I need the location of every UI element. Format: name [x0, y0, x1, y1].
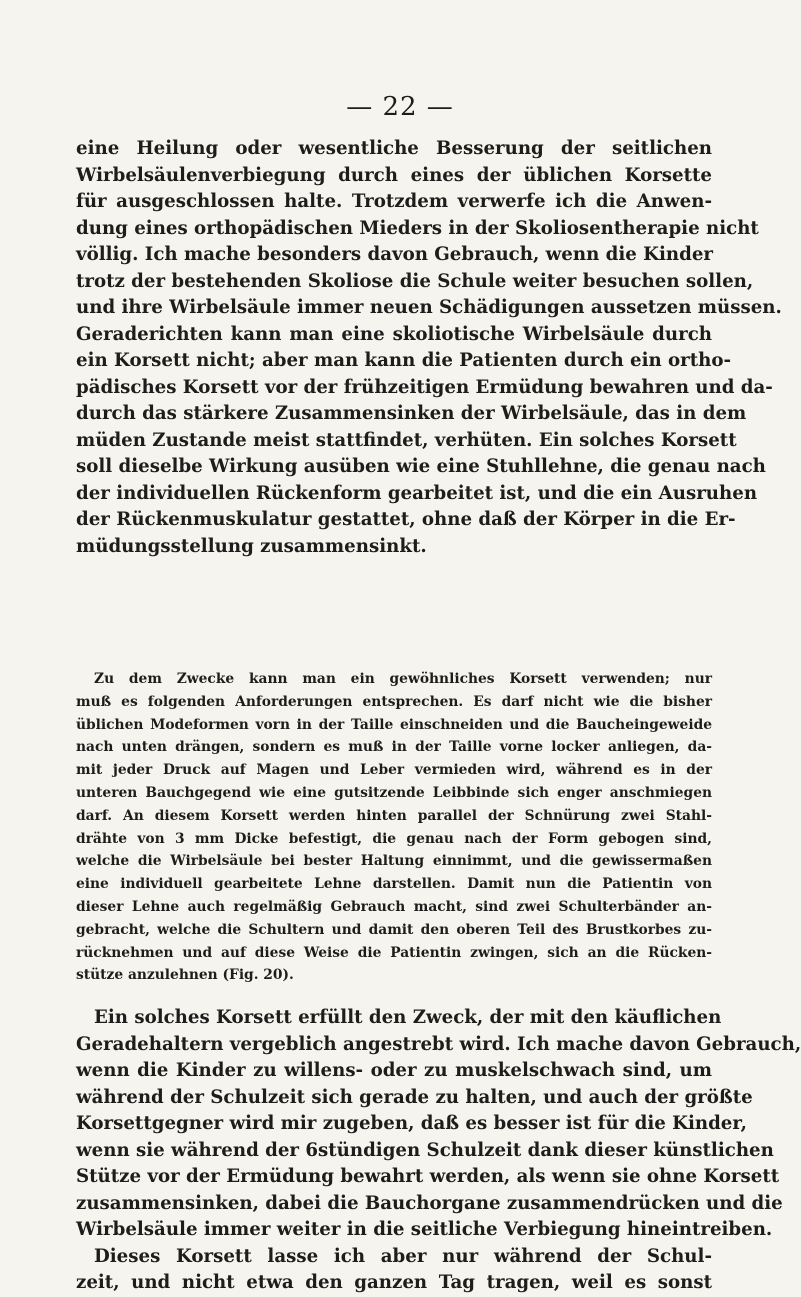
text-line: Geraderichten kann man eine skoliotische Wirbelsäule durch [76, 323, 712, 345]
text-line: nach unten drängen, sondern es muß in der Taille vorne locker anliegen, da- [76, 739, 712, 756]
text-line: durch das stärkere Zusammensinken der Wirbelsäule, das in dem [76, 403, 747, 424]
text-line: zeit, und nicht etwa den ganzen Tag tragen, weil es sonst [76, 1272, 712, 1293]
paragraph-3 [76, 1005, 801, 1297]
text-line: pädisches Korsett vor der frühzeitigen Ermüdung bewahren und da- [76, 376, 773, 398]
text-line: wenn sie während der 6stündigen Schulzeit dank dieser künstlichen [76, 1139, 774, 1161]
text-line: der individuellen Rückenform gearbeitet ist, und die ein Ausruhen [76, 482, 758, 504]
text-line: Wirbelsäulenverbiegung durch eines der üblichen Korsette [76, 164, 712, 186]
text-line: muß es folgenden Anforderungen entsprechen. Es darf nicht wie die bisher [76, 693, 712, 710]
text-line: zusammensinken, dabei die Bauchorgane zusammendrücken und die [76, 1192, 783, 1214]
text-line: müdungsstellung zusammensinkt. [76, 535, 427, 557]
text-line: wenn die Kinder zu willens- oder zu muskelschwach sind, um [76, 1060, 712, 1081]
text-line: der Rückenmuskulatur gestattet, ohne daß der Körper in die Er- [76, 509, 736, 530]
text-line: gebracht, welche die Schultern und damit den oberen Teil des Brustkorbes zu- [76, 921, 712, 938]
text-line: Geradehaltern vergeblich angestrebt wird. Ich mache davon Gebrauch, [76, 1033, 801, 1055]
text-line: dieser Lehne auch regelmäßig Gebrauch macht, sind zwei Schulterbänder an- [76, 898, 712, 915]
text-line: rücknehmen und auf diese Weise die Patientin zwingen, sich an die Rücken- [76, 944, 712, 961]
text-line: welche die Wirbelsäule bei bester Haltung einnimmt, und die gewissermaßen [76, 853, 712, 870]
text-line: Dieses Korsett lasse ich aber nur während der Schul- [94, 1245, 712, 1267]
text-line: darf. An diesem Korsett werden hinten parallel der Schnürung zwei Stahl- [76, 807, 712, 824]
text-line: soll dieselbe Wirkung ausüben wie eine Stuhllehne, die genau nach [76, 456, 766, 477]
text-line: Korsettgegner wird mir zugeben, daß es besser ist für die Kinder, [76, 1113, 747, 1134]
paragraph-1 [76, 136, 782, 560]
text-line: für ausgeschlossen halte. Trotzdem verwerfe ich die Anwen- [76, 191, 712, 212]
text-line: dung eines orthopädischen Mieders in der Skoliosentherapie nicht [76, 217, 759, 239]
text-line: üblichen Modeformen vorn in der Taille einschneiden und die Baucheingeweide [76, 716, 712, 733]
text-line: unteren Bauchgegend wie eine gutsitzende Leibbinde sich enger anschmiegen [76, 784, 712, 801]
text-line: Stütze vor der Ermüdung bewahrt werden, als wenn sie ohne Korsett [76, 1166, 780, 1187]
page-number: — 22 — [346, 92, 454, 122]
text-line: stütze anzulehnen (Fig. 20). [76, 967, 294, 984]
text-line: ein Korsett nicht; aber man kann die Patienten durch ein ortho- [76, 350, 732, 371]
text-line: mit jeder Druck auf Magen und Leber vermieden wird, während es in der [76, 762, 712, 779]
text-line: und ihre Wirbelsäule immer neuen Schädigungen aussetzen müssen. [76, 297, 782, 318]
text-line: müden Zustande meist stattfindet, verhüten. Ein solches Korsett [76, 429, 737, 451]
text-line: Zu dem Zwecke kann man ein gewöhnliches Korsett verwenden; nur [94, 671, 712, 687]
text-line: Wirbelsäule immer weiter in die seitliche Verbiegung hineintreiben. [76, 1219, 773, 1240]
text-line: eine Heilung oder wesentliche Besserung der seitlichen [76, 138, 712, 159]
text-line: eine individuell gearbeitete Lehne darstellen. Damit nun die Patientin von [76, 876, 712, 893]
paragraph-2-small-print [76, 668, 712, 987]
text-line: trotz der bestehenden Skoliose die Schule weiter besuchen sollen, [76, 270, 754, 292]
text-line: drähte von 3 mm Dicke befestigt, die genau nach der Form gebogen sind, [76, 830, 712, 847]
text-line: Ein solches Korsett erfüllt den Zweck, der mit den käuflichen [94, 1007, 722, 1028]
text-line: völlig. Ich mache besonders davon Gebrauch, wenn die Kinder [76, 244, 713, 265]
text-line: während der Schulzeit sich gerade zu halten, und auch der größte [76, 1086, 753, 1108]
